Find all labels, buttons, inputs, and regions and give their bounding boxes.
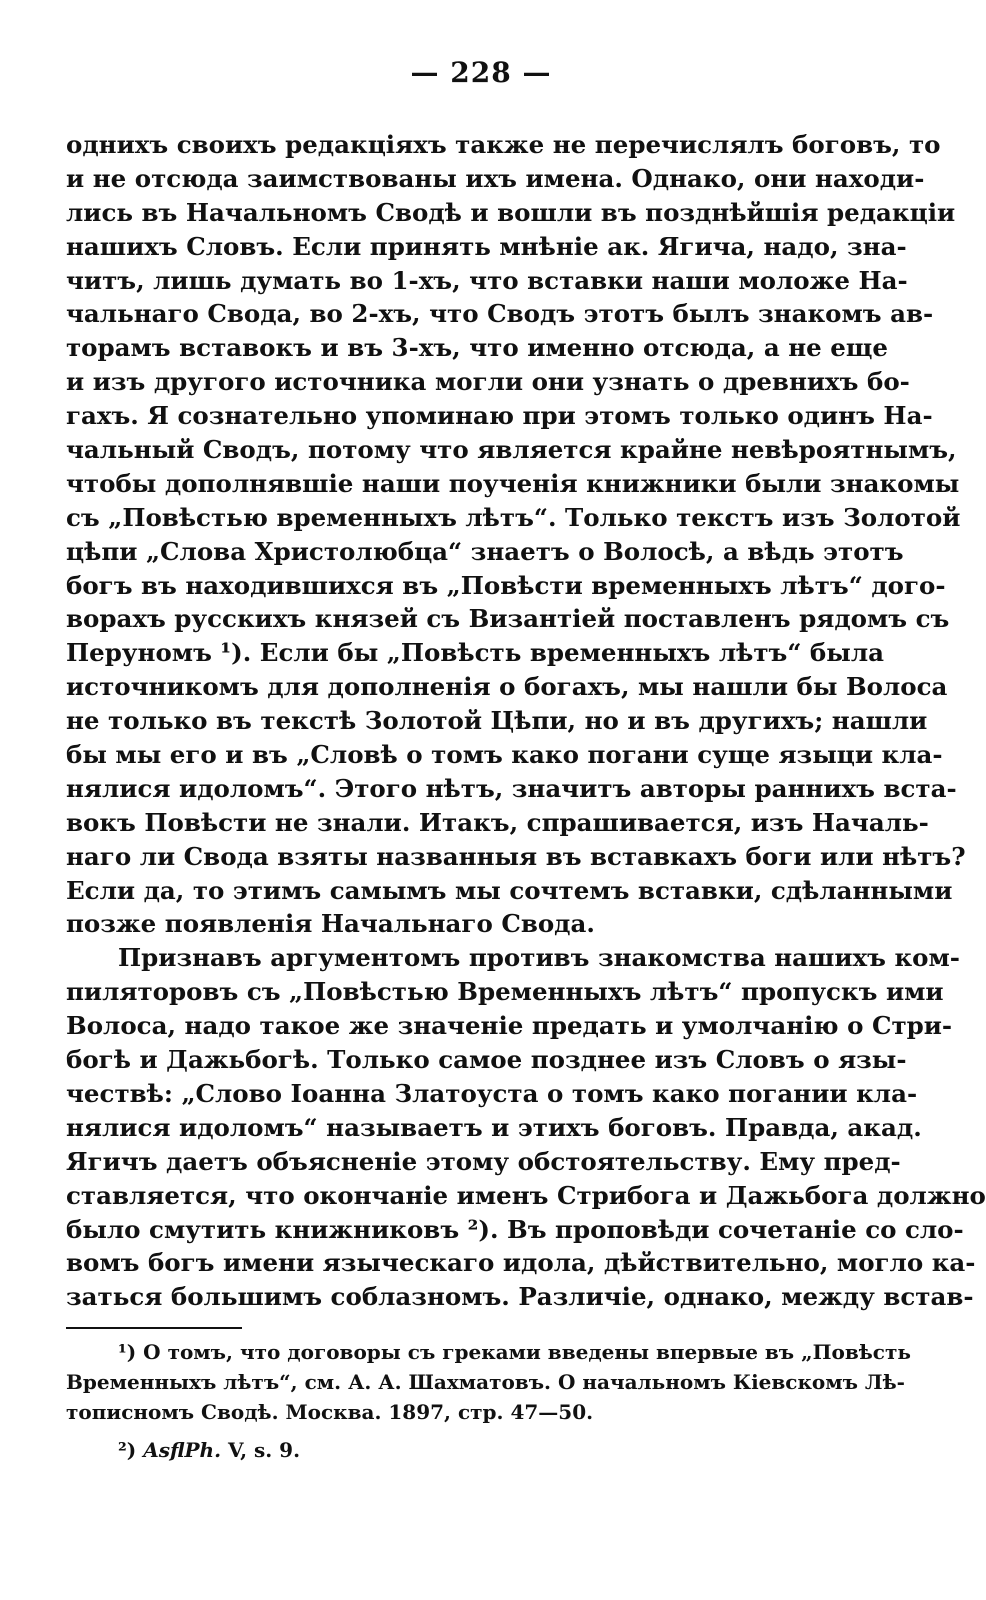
- text-line: бы мы его и въ „Словѣ о томъ како погани суще языци кла-: [66, 740, 943, 770]
- text-line: ворахъ русскихъ князей съ Византіей поставленъ рядомъ съ: [66, 604, 950, 634]
- text-line: и не отсюда заимствованы ихъ имена. Однако, они находи-: [66, 163, 925, 193]
- text-line: Перуномъ ¹). Если бы „Повѣсть временныхъ лѣтъ“ была: [66, 638, 884, 668]
- text-line: гахъ. Я сознательно упоминаю при этомъ только одинъ На-: [66, 401, 933, 431]
- text-line: богъ въ находившихся въ „Повѣсти временныхъ лѣтъ“ дого-: [66, 570, 946, 600]
- text-line: богѣ и Дажьбогѣ. Только самое позднее изъ Словъ о язы-: [66, 1045, 907, 1075]
- text-line: съ „Повѣстью временныхъ лѣтъ“. Только текстъ изъ Золотой: [66, 502, 961, 532]
- text-line: чествѣ: „Слово Іоанна Златоуста о томъ како погании кла-: [66, 1078, 918, 1108]
- text-line: торамъ вставокъ и въ 3-хъ, что именно отсюда, а не еще: [66, 333, 888, 363]
- text-line: однихъ своихъ редакціяхъ также не перечислялъ боговъ, то: [66, 130, 941, 159]
- footnote-divider: [66, 1327, 242, 1329]
- text-line: вокъ Повѣсти не знали. Итакъ, спрашивается, изъ Началь-: [66, 807, 929, 837]
- footnote-1-line: тописномъ Сводѣ. Москва. 1897, стр. 47—50.: [66, 1400, 594, 1424]
- body-text: [66, 128, 986, 1314]
- text-line: наго ли Свода взяты названныя въ вставкахъ боги или нѣтъ?: [66, 841, 966, 871]
- footnote-2-marker: ²): [118, 1438, 137, 1462]
- text-line: было смутить книжниковъ ²). Въ проповѣди сочетаніе со сло-: [66, 1214, 964, 1244]
- text-line: не только въ текстѣ Золотой Цѣпи, но и въ другихъ; нашли: [66, 706, 928, 736]
- footnote-1-line: ¹) О томъ, что договоры съ греками введены впервые въ „Повѣсть: [118, 1340, 911, 1364]
- text-line: Признавъ аргументомъ противъ знакомства нашихъ ком-: [118, 943, 960, 973]
- text-line: позже появленія Начальнаго Свода.: [66, 909, 595, 939]
- text-line: вомъ богъ имени языческаго идола, дѣйствительно, могло ка-: [66, 1248, 976, 1278]
- text-line: и изъ другого источника могли они узнать о древнихъ бо-: [66, 367, 910, 397]
- text-line: Волоса, надо такое же значеніе предать и умолчанію о Стри-: [66, 1011, 953, 1041]
- text-line: чальный Сводъ, потому что является крайне невѣроятнымъ,: [66, 435, 957, 465]
- text-line: нялися идоломъ“. Этого нѣтъ, значитъ авторы раннихъ вста-: [66, 773, 957, 803]
- text-line: заться большимъ соблазномъ. Различіе, однако, между встав-: [66, 1282, 974, 1312]
- footnote-2-title: AsflPh.: [143, 1438, 222, 1462]
- text-line: лись въ Начальномъ Сводѣ и вошли въ позднѣйшія редакціи: [66, 197, 956, 227]
- text-line: пиляторовъ съ „Повѣстью Временныхъ лѣтъ“ пропускъ ими: [66, 977, 944, 1007]
- text-line: нялися идоломъ“ называетъ и этихъ боговъ. Правда, акад.: [66, 1112, 922, 1142]
- text-line: чтобы дополнявшіе наши поученія книжники были знакомы: [66, 468, 960, 498]
- footnote-2-ref: V, s. 9.: [228, 1438, 301, 1462]
- paragraph-2: [66, 941, 986, 1314]
- footnotes: [66, 1337, 911, 1465]
- page-number: — 228 —: [410, 56, 552, 89]
- text-line: читъ, лишь думать во 1-хъ, что вставки наши моложе На-: [66, 265, 908, 295]
- text-line: нашихъ Словъ. Если принять мнѣніе ак. Ягича, надо, зна-: [66, 231, 907, 261]
- text-line: Если да, то этимъ самымъ мы сочтемъ вставки, сдѣланными: [66, 875, 953, 905]
- footnote-2: [66, 1435, 882, 1465]
- footnote-1-line: Временныхъ лѣтъ“, см. А. А. Шахматовъ. О начальномъ Кіевскомъ Лѣ-: [66, 1370, 905, 1394]
- text-line: источникомъ для дополненія о богахъ, мы нашли бы Волоса: [66, 672, 948, 702]
- text-line: ставляется, что окончаніе именъ Стрибога и Дажьбога должно: [66, 1180, 986, 1210]
- text-line: Ягичъ даетъ объясненіе этому обстоятельству. Ему пред-: [66, 1146, 901, 1176]
- paragraph-1: [66, 128, 966, 941]
- text-line: чальнаго Свода, во 2-хъ, что Сводъ этотъ былъ знакомъ ав-: [66, 299, 934, 329]
- text-line: цѣпи „Слова Христолюбца“ знаетъ о Волосѣ, а вѣдь этотъ: [66, 536, 904, 566]
